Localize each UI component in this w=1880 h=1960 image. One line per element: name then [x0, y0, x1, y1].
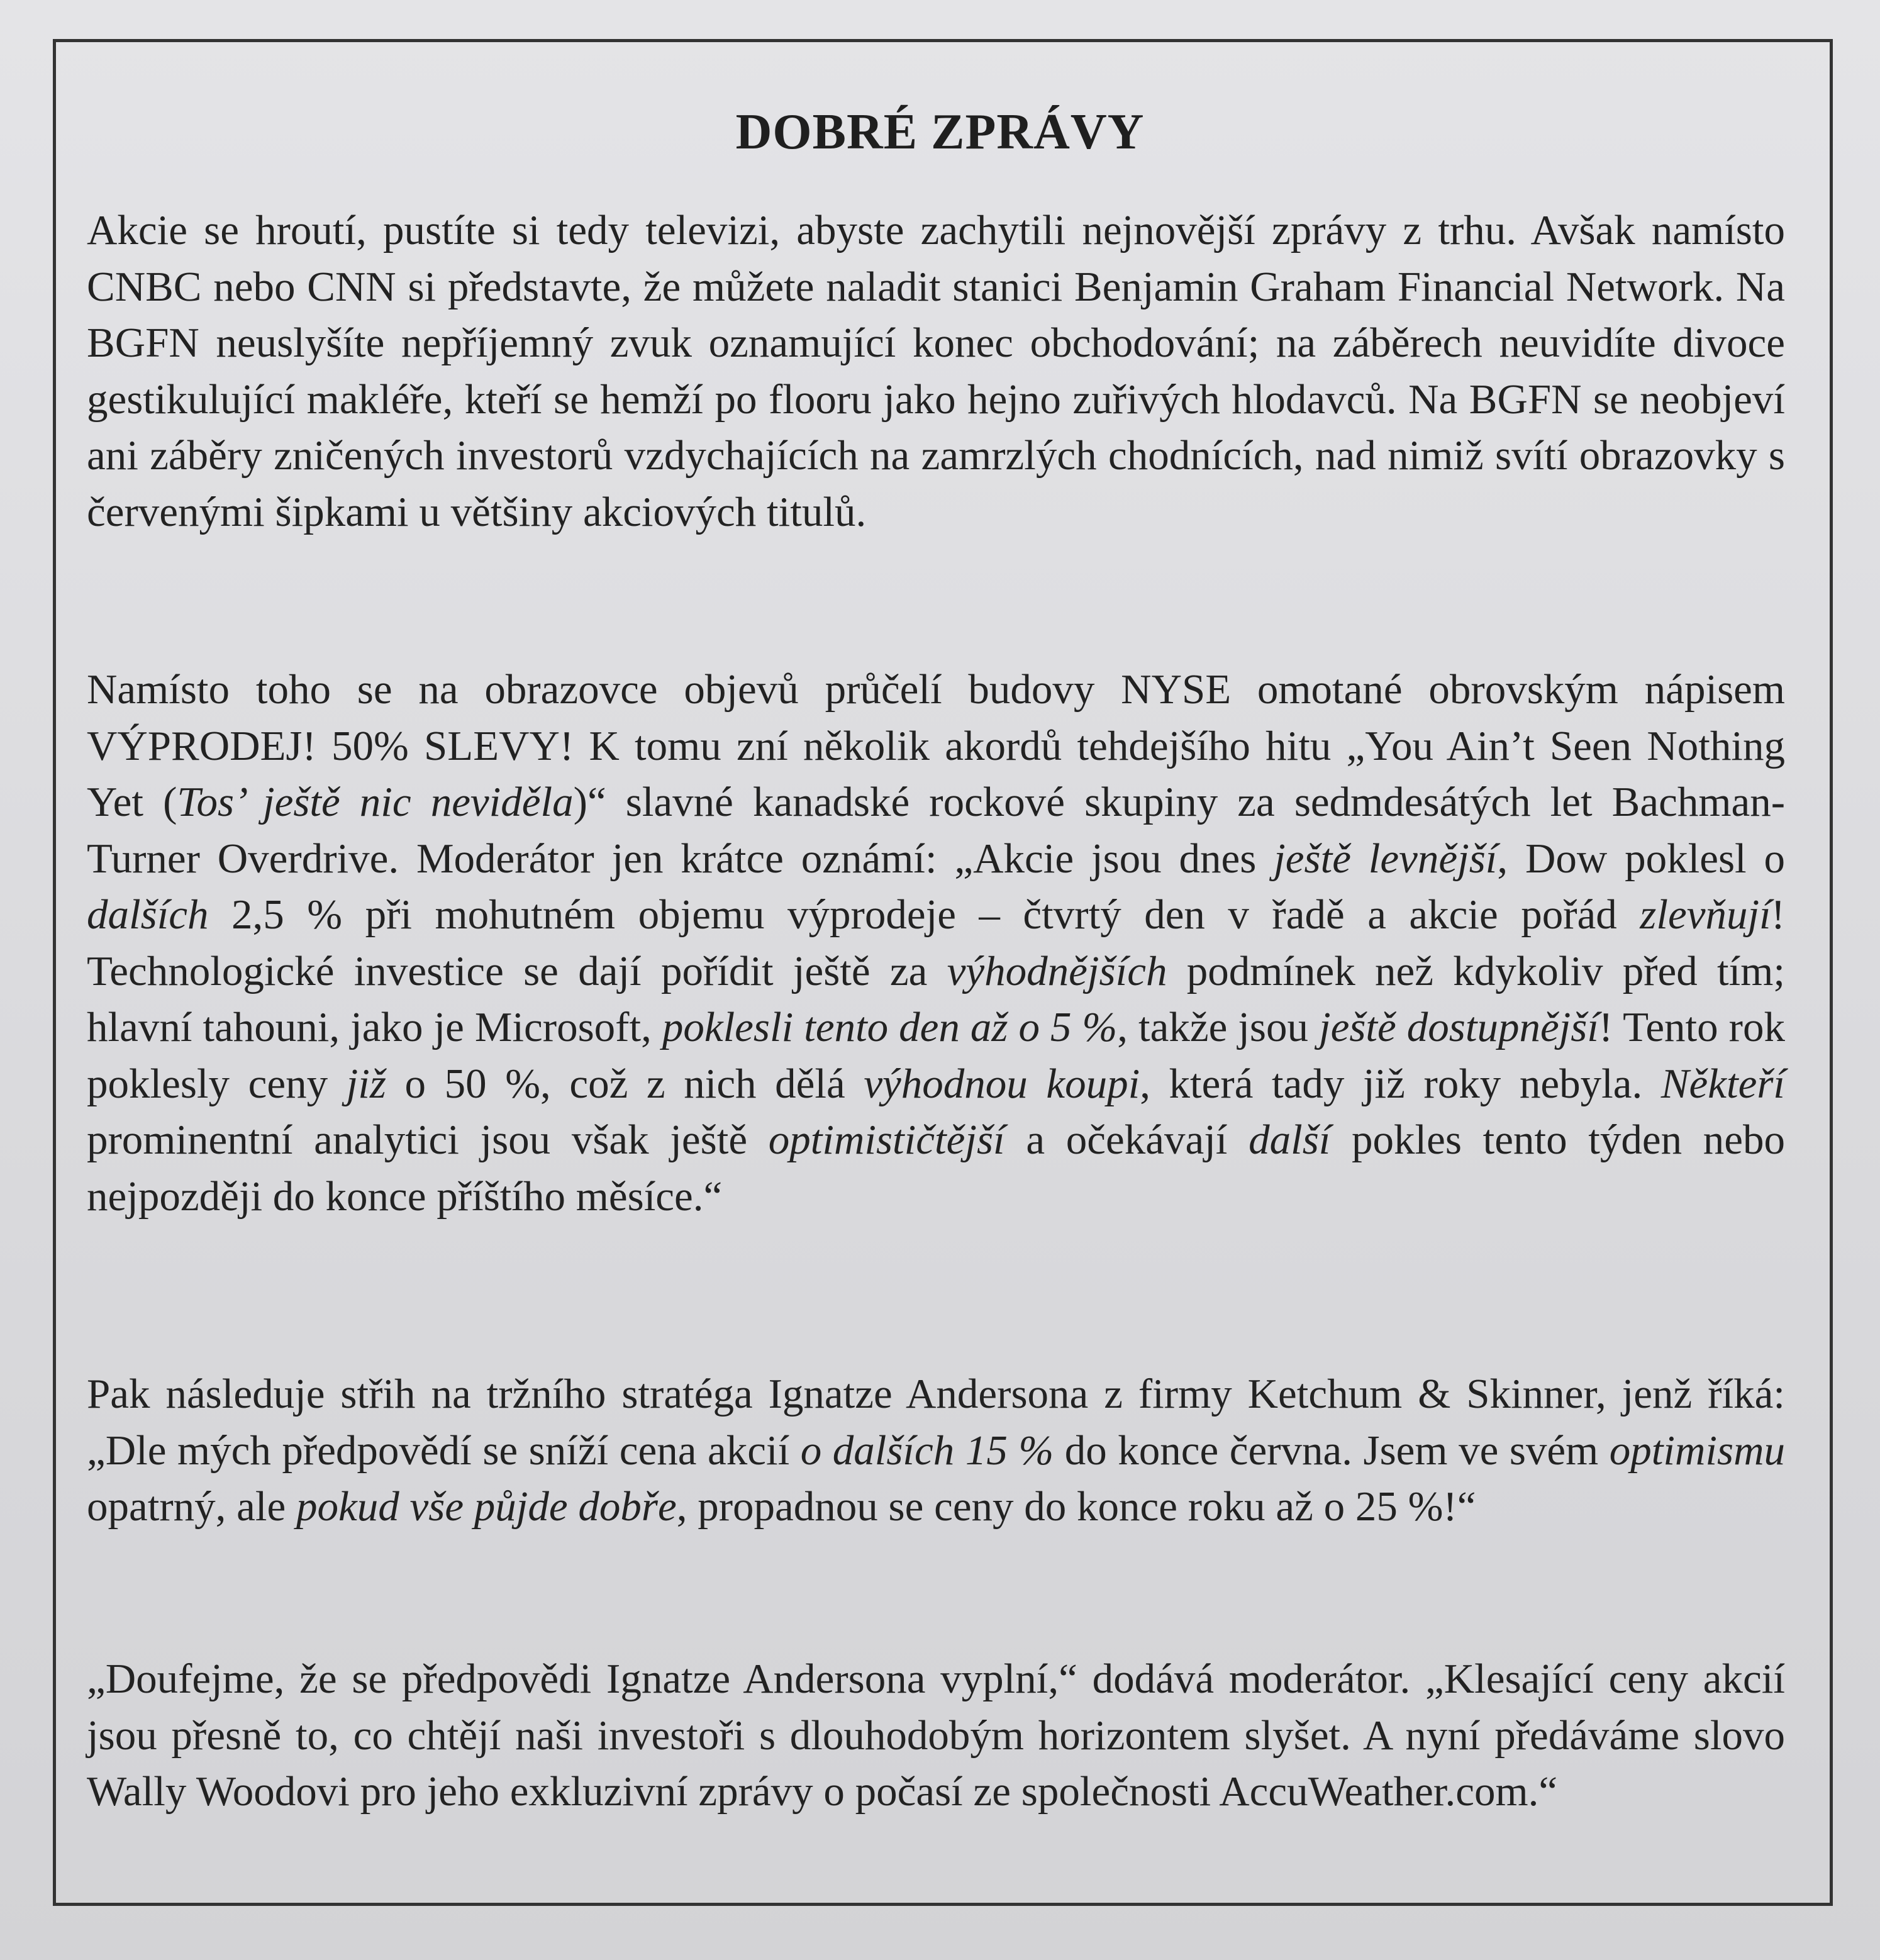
- body-text: , takže jsou: [1117, 1004, 1319, 1050]
- italic-text: ještě levnější: [1274, 835, 1498, 882]
- italic-text: další: [1249, 1116, 1331, 1163]
- body-text: a očekávají: [1004, 1116, 1249, 1163]
- italic-text: již: [346, 1060, 386, 1107]
- body-text: prominentní analytici jsou však ještě: [87, 1116, 769, 1163]
- box-title: DOBRÉ ZPRÁVY: [735, 104, 1145, 160]
- italic-text: pokud vše půjde dobře: [296, 1483, 677, 1530]
- body-text: ! Technologické investice se dají pořídit ještě za: [87, 891, 1785, 994]
- body-text: 2,5 % při mohutném objemu výprodeje – čtvrtý den v řadě a akcie pořád: [208, 891, 1640, 938]
- body-text: , která tady již roky nebyla.: [1140, 1060, 1661, 1107]
- italic-text: o dalších 15 %: [800, 1427, 1054, 1474]
- italic-text: Tos’ ještě nic neviděla: [177, 779, 574, 825]
- body-text: )“ slavné kanadské rockové skupiny za sedmdesátých let Bachman-Turner Overdrive. Moderátor jen krátce oznámí: „Akcie jsou dnes: [87, 779, 1786, 882]
- body-text: opatrný, ale: [87, 1483, 297, 1530]
- italic-text: optimističtější: [768, 1116, 1005, 1163]
- body-text: Namísto toho se na obrazovce objevů průčelí budovy NYSE omotané obrovským nápisem VÝPRODEJ! 50% SLEVY! K tomu zní několik akordů tehdejšího hitu „You Ain’t Seen Nothing Yet (: [87, 666, 1785, 825]
- body-text: , propadnou se ceny do konce roku až o 25 %!“: [676, 1483, 1476, 1530]
- body-text: do konce června. Jsem ve svém: [1054, 1427, 1610, 1474]
- italic-text: optimismu: [1609, 1427, 1785, 1474]
- paragraph-2: [87, 662, 1785, 1225]
- body-text: podmínek než kdykoliv před tím; hlavní tahouni, jako je Microsoft,: [87, 947, 1786, 1050]
- italic-text: poklesli tento den až o 5 %: [662, 1004, 1118, 1050]
- paragraph-3: [87, 1366, 1785, 1535]
- body-text: o 50 %, což z nich dělá: [386, 1060, 864, 1107]
- italic-text: Někteří: [1660, 1060, 1786, 1107]
- body-text: , Dow poklesl o: [1497, 835, 1786, 882]
- paragraph-4: [87, 1651, 1785, 1820]
- italic-text: dalších: [87, 891, 209, 938]
- italic-text: výhodnou koupi: [864, 1060, 1140, 1107]
- body-text: ! Tento rok poklesly ceny: [87, 1004, 1785, 1107]
- italic-text: ještě dostupnější: [1318, 1004, 1599, 1050]
- body-text: pokles tento týden nebo nejpozději do konce příštího měsíce.“: [87, 1116, 1785, 1220]
- body-text: Akcie se hroutí, pustíte si tedy televizi, abyste zachytili nejnovější zprávy z trhu. Avšak namísto CNBC nebo CNN si představte, že můžete naladit stanici Benjamin Graham Financial Network. Na BGFN neuslyšíte nepříjemný zvuk oznamující konec obchodování; na záběrech neuvidíte divoce gestikulující makléře, kteří se hemží po flooru jako hejno zuřivých hlodavců. Na BGFN se neobjeví ani záběry zničených investorů vzdychajících na zamrzlých chodnících, nad nimiž svítí obrazovky s červenými šipkami u většiny akciových titulů.: [87, 207, 1785, 535]
- italic-text: výhodnějších: [947, 947, 1167, 994]
- paragraph-1: [87, 203, 1785, 540]
- italic-text: zlevňují: [1640, 891, 1771, 938]
- body-text: „Doufejme, že se předpovědi Ignatze Andersona vyplní,“ dodává moderátor. „Klesající ceny akcií jsou přesně to, co chtějí naši investoři s dlouhodobým horizontem slyšet. A nyní předáváme slovo Wally Woodovi pro jeho exkluzivní zprávy o počasí ze společnosti AccuWeather.com.“: [87, 1656, 1785, 1815]
- body-text: Pak následuje střih na tržního stratéga Ignatze Andersona z firmy Ketchum & Skinner, jenž říká: „Dle mých předpovědí se sníží cena akcií: [87, 1371, 1785, 1474]
